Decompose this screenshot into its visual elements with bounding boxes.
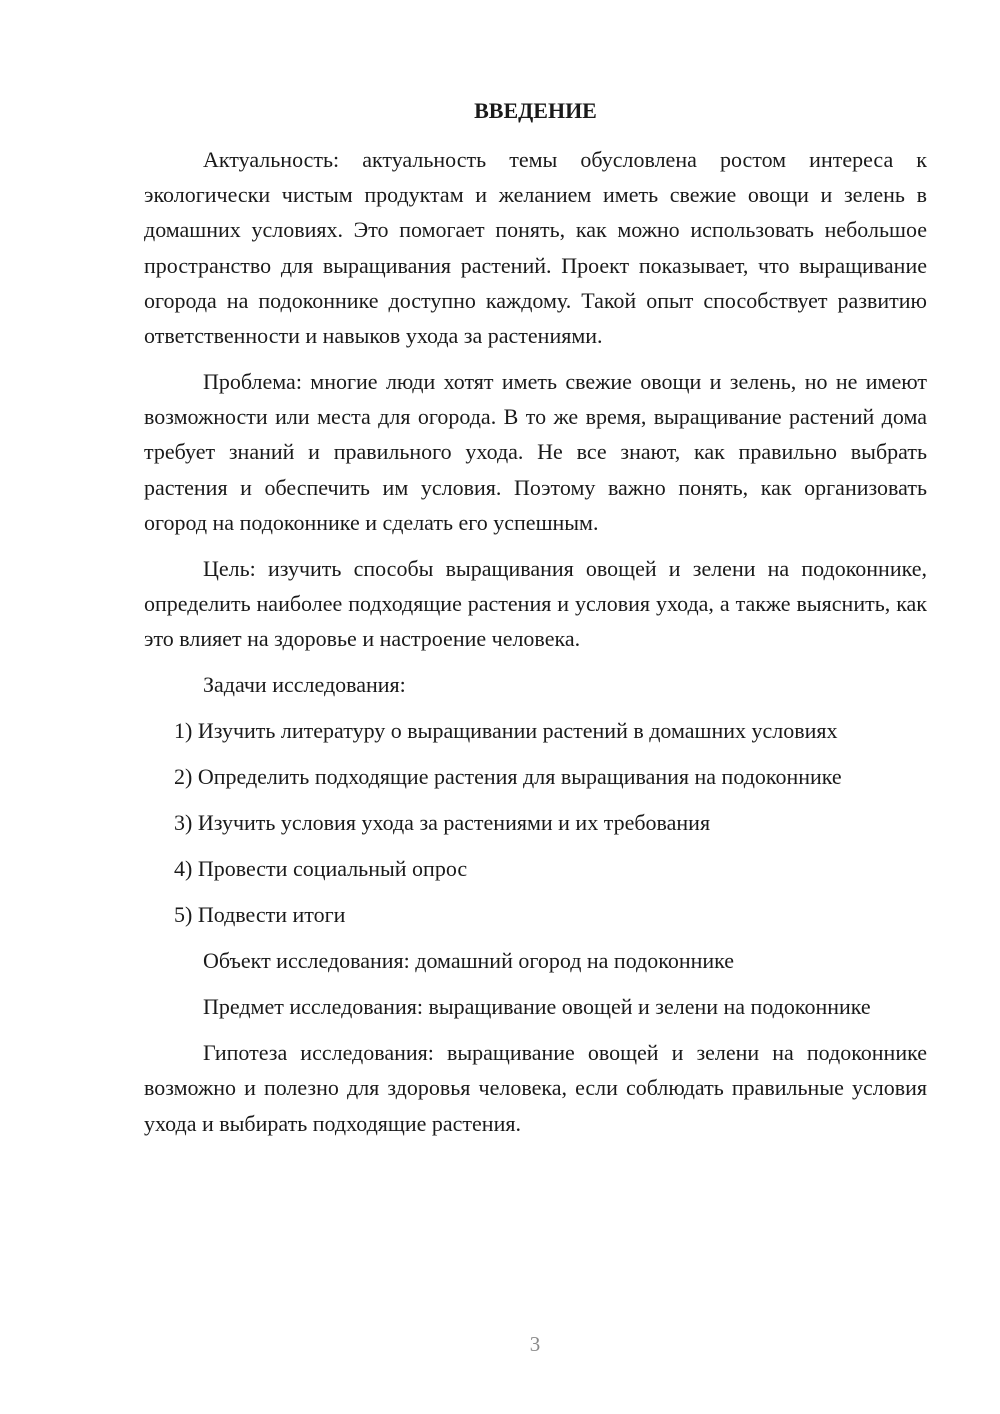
section-title: ВВЕДЕНИЕ <box>474 98 597 123</box>
paragraph-hypothesis: Гипотеза исследования: выращивание овощей и зелени на подоконнике возможно и полезно для здоровья человека, если соблюдать правильные условия ухода и выбирать подходящие растения. <box>144 1040 927 1136</box>
page-content <box>144 94 927 1152</box>
paragraph-object: Объект исследования: домашний огород на подоконнике <box>203 948 735 974</box>
paragraph-subject: Предмет исследования: выращивание овощей и зелени на подоконнике <box>203 994 871 1020</box>
tasks-heading: Задачи исследования: <box>203 672 406 698</box>
task-item: 3) Изучить условия ухода за растениями и их требования <box>174 810 711 836</box>
task-item: 5) Подвести итоги <box>174 902 346 928</box>
paragraph-problem: Проблема: многие люди хотят иметь свежие овощи и зелень, но не имеют возможности или места для огорода. В то же время, выращивание растений дома требует знаний и правильного ухода. Не все знают, как правильно выбрать растения и обеспечить им условия. Поэтому важно понять, как организовать огород на подоконнике и сделать его успешным. <box>144 369 927 535</box>
page-number: 3 <box>529 1332 541 1356</box>
paragraph-goal: Цель: изучить способы выращивания овощей и зелени на подоконнике, определить наиболее подходящие растения и условия ухода, а также выяснить, как это влияет на здоровье и настроение человека. <box>144 555 927 652</box>
task-item: 2) Определить подходящие растения для выращивания на подоконнике <box>174 764 842 790</box>
paragraph-relevance: Актуальность: актуальность темы обусловлена ростом интереса к экологически чистым продуктам и желанием иметь свежие овощи и зелень в домашних условиях. Это помогает понять, как можно использовать небольшое пространство для выращивания растений. Проект показывает, что выращивание огорода на подоконнике доступно каждому. Такой опыт способствует развитию ответственности и навыков ухода за растениями. <box>144 147 927 349</box>
task-item: 1) Изучить литературу о выращивании растений в домашних условиях <box>174 718 838 744</box>
task-item: 4) Провести социальный опрос <box>174 856 468 882</box>
